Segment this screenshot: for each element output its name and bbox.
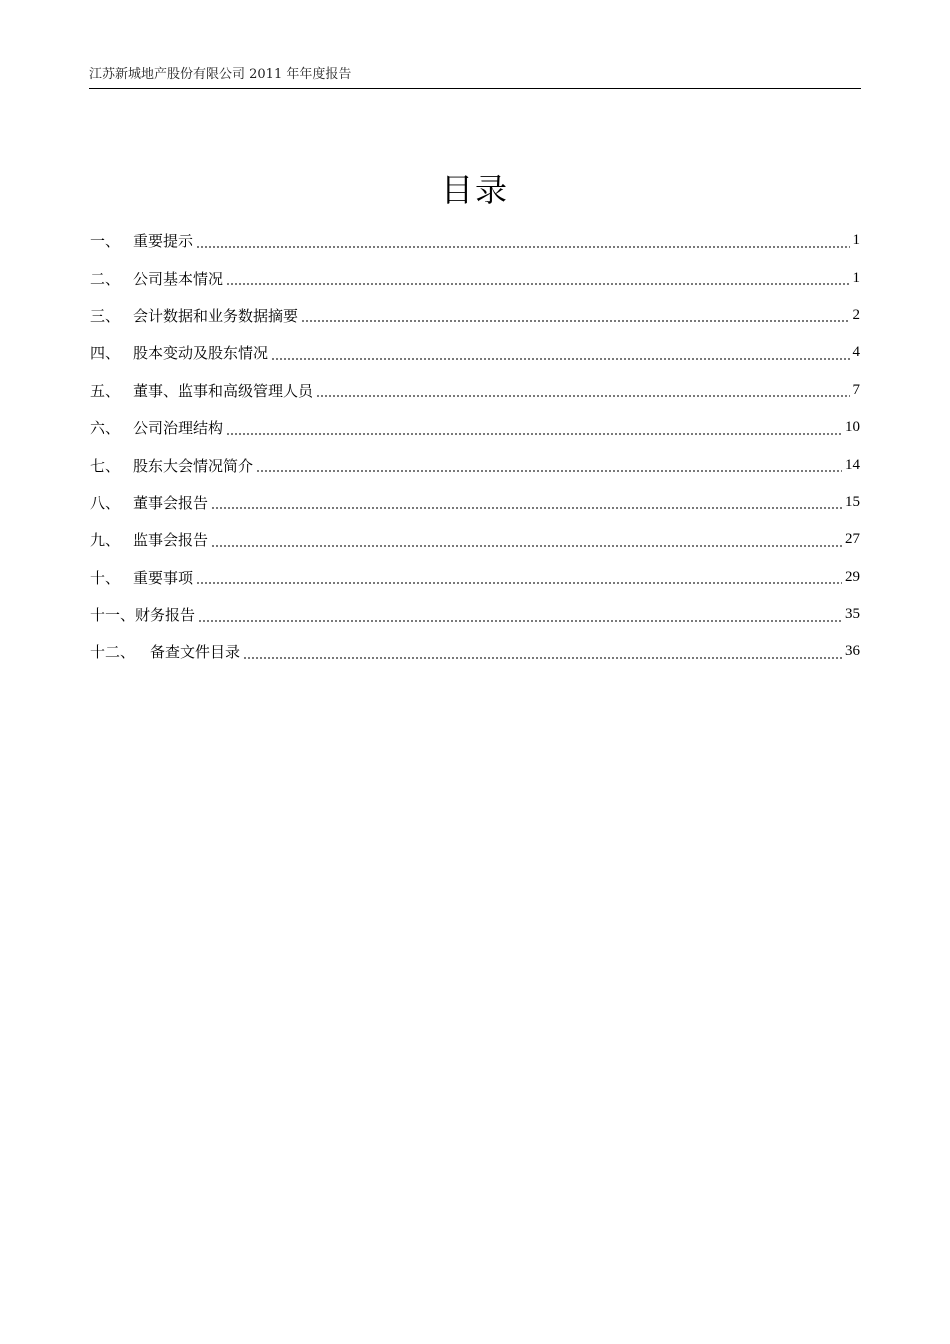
toc-item-7[interactable] bbox=[90, 446, 860, 483]
toc-item-label: 监事会报告 bbox=[133, 531, 209, 550]
toc-item-5[interactable] bbox=[90, 372, 860, 409]
toc-leader-dots bbox=[256, 457, 842, 473]
toc-leader-dots bbox=[226, 270, 849, 286]
toc-item-number: 三、 bbox=[90, 306, 121, 325]
toc-item-page: 14 bbox=[845, 456, 860, 473]
toc-item-12[interactable] bbox=[90, 633, 860, 670]
toc-leader-dots bbox=[316, 382, 849, 398]
toc-item-page: 10 bbox=[845, 419, 860, 436]
toc-item-3[interactable] bbox=[90, 297, 860, 334]
toc-item-number: 八、 bbox=[90, 493, 121, 512]
toc-item-label: 公司治理结构 bbox=[133, 419, 224, 438]
toc-leader-dots bbox=[243, 644, 842, 660]
toc-leader-dots bbox=[226, 420, 842, 436]
toc-item-label: 公司基本情况 bbox=[133, 269, 224, 288]
toc-item-label: 财务报告 bbox=[135, 606, 196, 625]
toc-item-number: 四、 bbox=[90, 344, 121, 363]
toc-item-11[interactable] bbox=[90, 596, 860, 633]
toc-item-8[interactable] bbox=[90, 484, 860, 521]
toc-item-page: 1 bbox=[852, 232, 860, 249]
toc-item-label: 股东大会情况简介 bbox=[133, 456, 254, 475]
toc-item-label: 重要事项 bbox=[133, 568, 194, 587]
toc-item-label: 董事会报告 bbox=[133, 493, 209, 512]
toc-list bbox=[90, 222, 860, 671]
toc-item-number: 一、 bbox=[90, 232, 121, 251]
toc-item-page: 4 bbox=[852, 344, 860, 361]
toc-item-label: 董事、监事和高级管理人员 bbox=[133, 381, 314, 400]
toc-item-page: 7 bbox=[852, 381, 860, 398]
toc-item-number: 十、 bbox=[90, 568, 121, 587]
toc-item-number: 十一、 bbox=[90, 606, 136, 625]
toc-leader-dots bbox=[211, 494, 842, 510]
toc-item-number: 九、 bbox=[90, 531, 121, 550]
toc-leader-dots bbox=[196, 569, 842, 585]
toc-item-page: 1 bbox=[852, 269, 860, 286]
toc-item-number: 六、 bbox=[90, 419, 121, 438]
toc-leader-dots bbox=[198, 607, 842, 623]
toc-leader-dots bbox=[301, 307, 849, 323]
toc-item-number: 七、 bbox=[90, 456, 121, 475]
toc-item-4[interactable] bbox=[90, 334, 860, 371]
toc-item-9[interactable] bbox=[90, 521, 860, 558]
toc-item-1[interactable] bbox=[90, 222, 860, 259]
toc-item-10[interactable] bbox=[90, 559, 860, 596]
header-text: 江苏新城地产股份有限公司 2011 年年度报告 bbox=[89, 67, 352, 82]
toc-item-number: 五、 bbox=[90, 381, 121, 400]
toc-item-page: 2 bbox=[852, 306, 860, 323]
toc-leader-dots bbox=[211, 532, 842, 548]
toc-item-page: 36 bbox=[845, 643, 860, 660]
toc-item-number: 十二、 bbox=[90, 643, 136, 662]
toc-item-number: 二、 bbox=[90, 269, 121, 288]
toc-item-page: 29 bbox=[845, 568, 860, 585]
page-header bbox=[89, 66, 861, 89]
toc-item-label: 股本变动及股东情况 bbox=[133, 344, 269, 363]
toc-item-page: 35 bbox=[845, 606, 860, 623]
toc-item-label: 备查文件目录 bbox=[150, 643, 241, 662]
toc-item-label: 会计数据和业务数据摘要 bbox=[133, 306, 299, 325]
toc-item-page: 15 bbox=[845, 493, 860, 510]
toc-leader-dots bbox=[196, 233, 849, 249]
toc-title: 目录 bbox=[440, 171, 509, 209]
toc-item-page: 27 bbox=[845, 531, 860, 548]
toc-item-2[interactable] bbox=[90, 259, 860, 296]
toc-item-label: 重要提示 bbox=[133, 232, 194, 251]
toc-item-6[interactable] bbox=[90, 409, 860, 446]
toc-leader-dots bbox=[271, 345, 849, 361]
